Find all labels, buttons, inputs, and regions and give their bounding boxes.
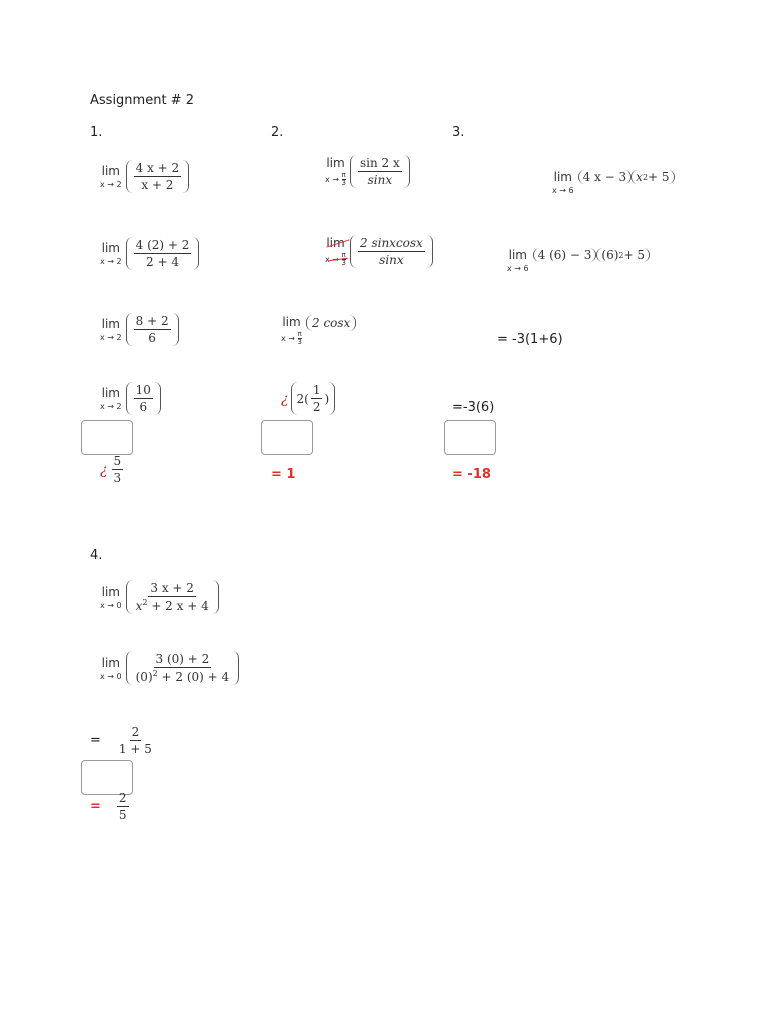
limit-operator: lim x → $\frac{\pi}{3}$ — [325, 156, 346, 187]
p1-step-2 — [100, 237, 199, 270]
limit-operator: lim x → 2 — [100, 317, 122, 342]
limit-operator: lim x → 2 — [100, 164, 122, 189]
limit-operator: lim x → 0 — [100, 584, 122, 610]
fraction: $\frac{3 (0) + 2}{(0)^2 + 2 (0) + 4}$ — [135, 652, 230, 684]
p1-answer — [100, 454, 125, 485]
p2-step-1 — [325, 155, 410, 188]
p4-step-3: = $\frac{2}{1 + 5}$ — [90, 725, 152, 756]
p3-step-2: lim x → 6 4 (6) − 3 (6) 2 + 5 — [507, 248, 650, 273]
p4-answer-box[interactable] — [81, 760, 133, 795]
assignment-title: Assignment # 2 — [90, 93, 194, 108]
p3-step-3: = -3(1+6) — [497, 332, 563, 347]
limit-operator: lim x → 2 — [100, 241, 122, 266]
p4-answer: = $\frac{2}{5}$ — [90, 791, 127, 822]
problem-1-label: 1. — [90, 125, 103, 140]
p2-step-4: ¿ 2( $\frac{1}{2}$ ) — [281, 382, 335, 415]
p1-step-4 — [100, 382, 161, 415]
problem-3-label: 3. — [452, 125, 465, 140]
inverted-question-glyph: ¿ — [281, 390, 289, 407]
fraction: $\frac{\text{2 sinxcosx}}{\sin x}$ — [360, 236, 423, 267]
p1-step-1 — [100, 160, 189, 193]
fraction: $\frac{2}{1 + 5}$ — [118, 725, 152, 756]
fraction: $\frac{10}{6}$ — [135, 383, 151, 414]
limit-operator: lim x → 6 — [552, 170, 574, 195]
fraction: $\frac{\sin 2 x}{\sin x}$ — [360, 156, 400, 187]
fraction: $\frac{4 (2) + 2}{2 + 4}$ — [135, 238, 190, 269]
p3-step-4: =-3(6) — [452, 400, 495, 415]
fraction: $\frac{5}{3}$ — [113, 454, 122, 485]
limit-operator: lim x → $\frac{\pi}{3}$ — [325, 236, 346, 267]
limit-operator: lim x → 2 — [100, 386, 122, 411]
p1-answer-box[interactable] — [81, 420, 133, 455]
p2-answer: = 1 — [271, 467, 296, 482]
limit-operator: lim x → $\frac{\pi}{3}$ — [281, 315, 302, 346]
p4-step-2 — [100, 651, 239, 685]
fraction: $\frac{2}{5}$ — [118, 791, 127, 822]
p2-step-3: lim x → $\frac{\pi}{3}$ 2 cosx — [281, 315, 356, 346]
fraction: $\frac{8 + 2}{6}$ — [135, 314, 169, 345]
fraction: $\frac{1}{2}$ — [312, 383, 321, 414]
p3-answer-box[interactable] — [444, 420, 496, 455]
p2-step-2 — [325, 235, 433, 268]
limit-operator: lim x → 0 — [100, 655, 122, 681]
p1-step-3 — [100, 313, 179, 346]
fraction: $\frac{3 x + 2}{x^2 + 2 x + 4}$ — [135, 581, 209, 613]
problem-4-label: 4. — [90, 548, 103, 563]
p4-step-1 — [100, 580, 219, 614]
fraction: $\frac{4 x + 2}{x + 2}$ — [135, 161, 180, 192]
p2-answer-box[interactable] — [261, 420, 313, 455]
limit-operator: lim x → 6 — [507, 248, 529, 273]
problem-2-label: 2. — [271, 125, 284, 140]
p3-step-1: lim x → 6 4 x − 3 x 2 + 5 — [552, 170, 675, 195]
p3-answer: = -18 — [452, 467, 491, 482]
inverted-question-glyph: ¿ — [100, 461, 108, 478]
